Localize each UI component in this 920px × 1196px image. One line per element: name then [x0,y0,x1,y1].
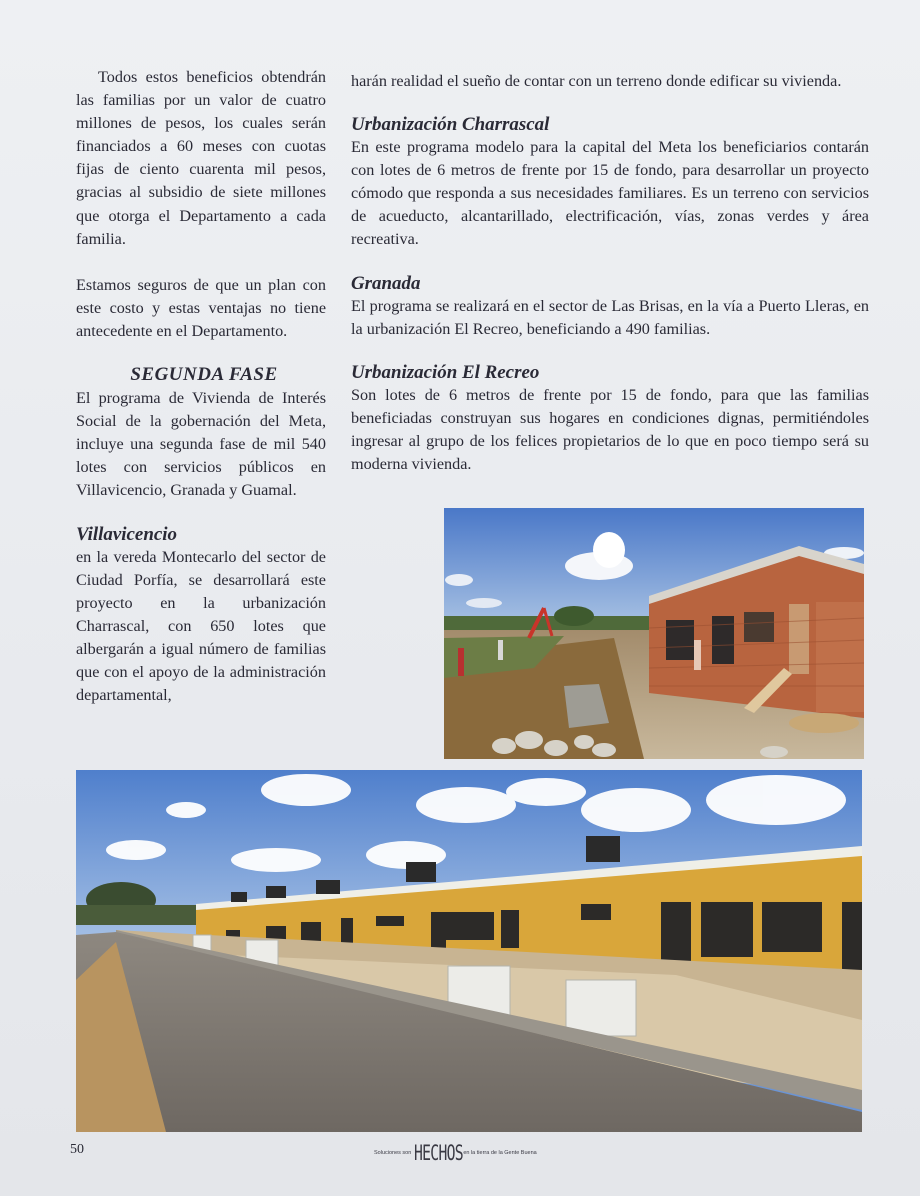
brand-main: HECHOS [414,1141,464,1165]
paragraph-continuation: harán realidad el sueño de contar con un terreno donde edificar su vivienda. [351,72,842,90]
paragraph-plan-cost: Estamos seguros de que un plan con este costo y estas ventajas no tiene antecedente en el Departamento. [76,275,326,340]
section-title-segunda-fase: SEGUNDA FASE [130,364,278,386]
paragraph-charrascal: En este programa modelo para la capital del Meta los beneficiarios contarán con lotes de 6 metros de frente por 15 de fondo, para desarrollar un proyecto cómodo que responda a sus necesidades familiares. Es un terreno con servicios de acueducto, alcantarillado, electrificación, vías, zonas verdes y área recreativa. [351,138,869,249]
left-column [76,66,326,707]
paragraph-benefits: Todos estos beneficios obtendrán las familias por un valor de cuatro millones de pesos, los cuales serán financiados a 60 meses con cuotas fijas de ciento cuarenta mil pesos, gracias al subsidio de siete millones que otorga el Departamento a cada familia. [76,68,326,248]
paragraph-el-recreo: Son lotes de 6 metros de frente por 15 de fondo, para que las familias beneficiadas construyan sus hogares en condiciones dignas, permitiéndoles ingresar al grupo de los felices propietarios de lo que en poco tiempo será su moderna vivienda. [351,385,869,474]
footer-brand [374,1140,574,1166]
paragraph-program: El programa de Vivienda de Interés Social de la gobernación del Meta, incluye una segunda fase de mil 540 lotes con servicios públicos en Villavicencio, Granada y Guamal. [76,389,326,500]
subheading-villavicencio: Villavicencio [76,523,177,545]
housing-row-photo [76,770,862,1132]
paragraph-granada: El programa se realizará en el sector de Las Brisas, en la vía a Puerto Lleras, en la urbanización El Recreo, beneficiando a 490 familias. [351,296,869,338]
subheading-granada: Granada [351,272,421,294]
paragraph-villavicencio: en la vereda Montecarlo del sector de Ciudad Porfía, se desarrollará este proyecto en la urbanización Charrascal, con 650 lotes que albergarán a igual número de familias que con el apoyo de la administración departamental, [76,547,326,705]
subheading-charrascal: Urbanización Charrascal [351,114,550,136]
subheading-el-recreo: Urbanización El Recreo [351,361,540,383]
brand-prefix: Soluciones son [374,1150,412,1156]
brand-suffix: en la tierra de la Gente Buena [463,1150,537,1156]
construction-photo [444,508,864,759]
page-number: 50 [70,1142,84,1157]
right-column [351,70,869,476]
